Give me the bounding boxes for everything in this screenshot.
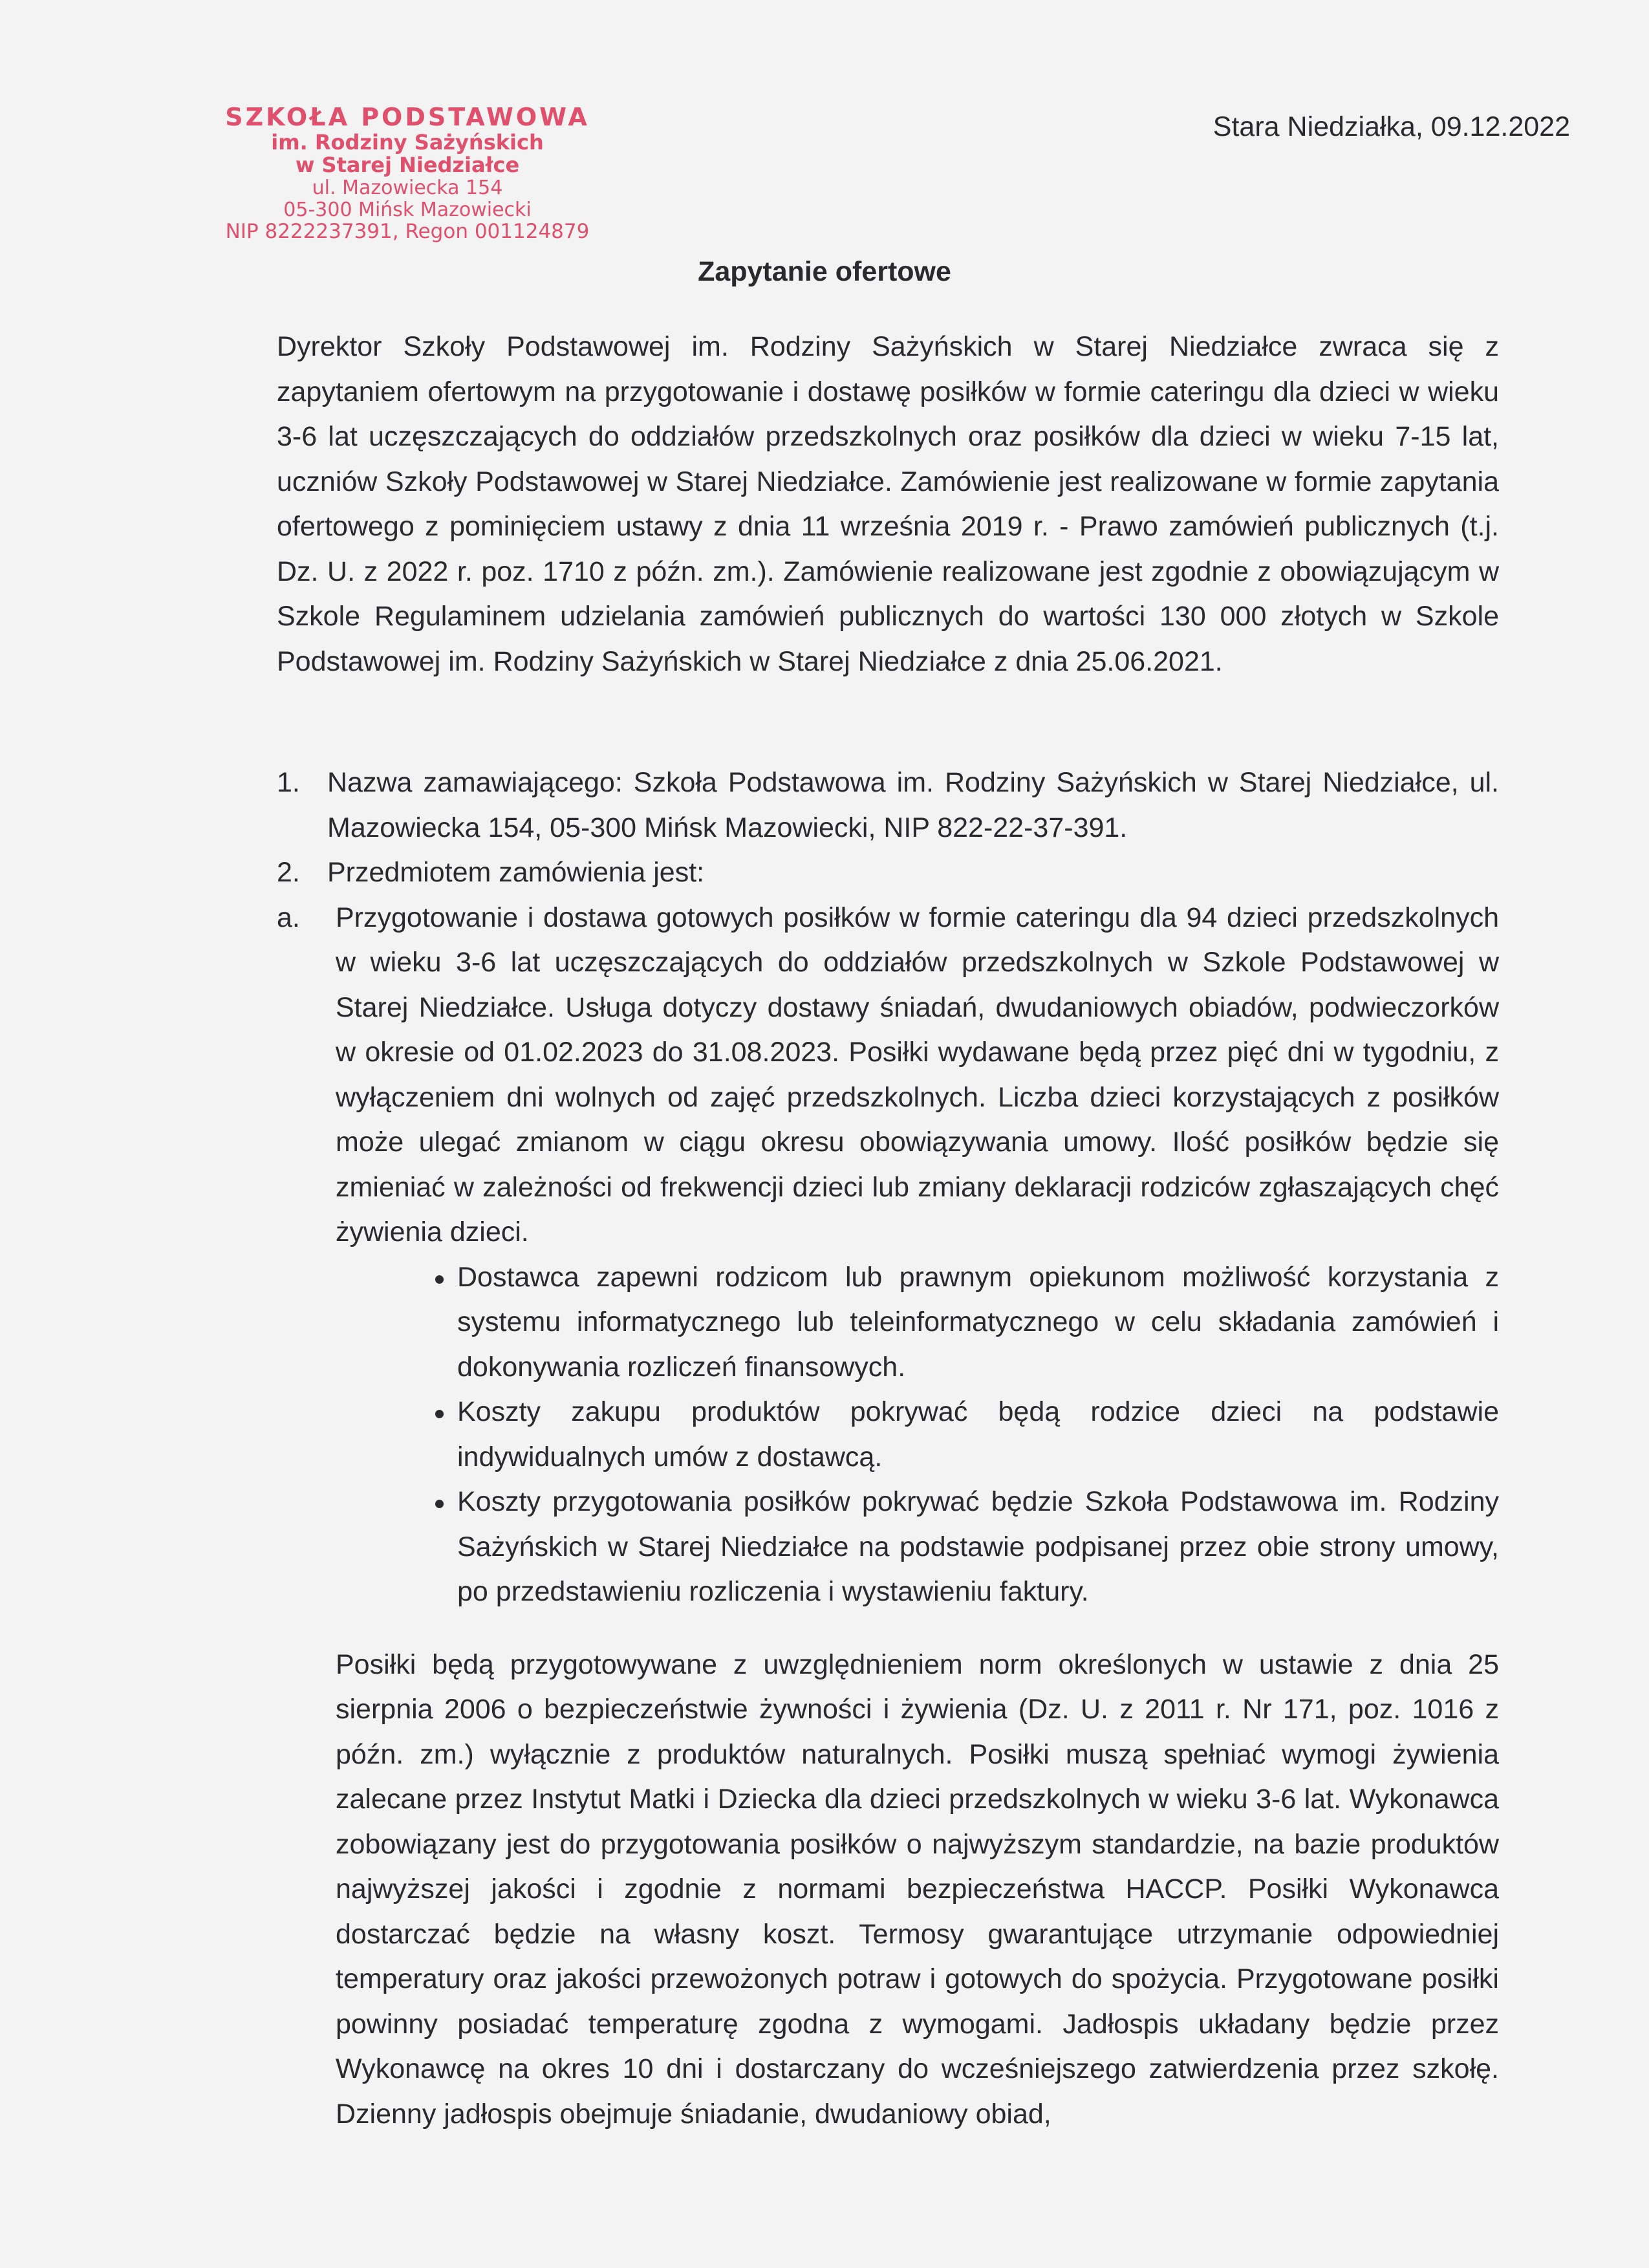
sub-list-item xyxy=(277,896,1499,1255)
stamp-line-patron: im. Rodziny Sażyńskich xyxy=(271,129,544,155)
list-item xyxy=(277,761,1499,850)
bullet-item: Koszty zakupu produktów pokrywać będą rodzice dzieci na podstawie indywidualnych umów z dostawcą. xyxy=(434,1390,1499,1480)
list-item-text: Przedmiotem zamówienia jest: xyxy=(327,857,705,888)
list-item-text: Nazwa zamawiającego: Szkoła Podstawowa im. Rodziny Sażyńskich w Starej Niedziałce, ul. Mazowiecka 154, 05-300 Mińsk Mazowiecki, NIP 822-22-37-391. xyxy=(327,767,1499,843)
bullet-list xyxy=(434,1255,1499,1615)
document-title: Zapytanie ofertowe xyxy=(698,256,951,287)
requirements-paragraph: Posiłki będą przygotowywane z uwzględnieniem norm określonych w ustawie z dnia 25 sierpnia 2006 o bezpieczeństwie żywności i żywienia (Dz. U. z 2011 r. Nr 171, poz. 1016 z późn. zm.) wyłącznie z produktów naturalnych. Posiłki muszą spełniać wymogi żywienia zalecane przez Instytut Matki i Dziecka dla dzieci przedszkolnych w wieku 3-6 lat. Wykonawca zobowiązany jest do przygotowania posiłków o najwyższym standardzie, na bazie produktów najwyższej jakości i zgodnie z normami bezpieczeństwa HACCP. Posiłki Wykonawca dostarczać będzie na własny koszt. Termosy gwarantujące utrzymanie odpowiedniej temperatury oraz jakości przewożonych potraw i gotowych do spożycia. Przygotowane posiłki powinny posiadać temperaturę zgodna z wymogami. Jadłospis układany będzie przez Wykonawcę na okres 10 dni i dostarczany do wcześniejszego zatwierdzenia przez szkołę. Dzienny jadłospis obejmuje śniadanie, dwudaniowy obiad, xyxy=(336,1648,1499,2130)
stamp-line-city: 05-300 Mińsk Mazowiecki xyxy=(283,198,532,221)
numbered-list xyxy=(277,761,1499,2137)
list-item-number: 2. xyxy=(277,857,300,888)
list-item-number: 1. xyxy=(277,767,300,798)
list-item xyxy=(277,850,1499,896)
stamp-line-school: SZKOŁA PODSTAWOWA xyxy=(225,103,590,131)
place-and-date: Stara Niedziałka, 09.12.2022 xyxy=(1212,111,1570,142)
sub-list-text: Przygotowanie i dostawa gotowych posiłków w formie cateringu dla 94 dzieci przedszkolnych w wieku 3-6 lat uczęszczających do oddziałów przedszkolnych w Szkole Podstawowej w Starej Niedziałce. Usługa dotyczy dostawy śniadań, dwudaniowych obiadów, podwieczorków w okresie od 01.02.2023 do 31.08.2023. Posiłki wydawane będą przez pięć dni w tygodniu, z wyłączeniem dni wolnych od zajęć przedszkolnych. Liczba dzieci korzystających z posiłków może ulegać zmianom w ciągu okresu obowiązywania umowy. Ilość posiłków będzie się zmieniać w zależności od frekwencji dzieci lub zmiany deklaracji rodziców zgłaszających chęć żywienia dzieci. xyxy=(336,902,1499,1247)
bullet-item: Dostawca zapewni rodzicom lub prawnym opiekunom możliwość korzystania z systemu informatycznego lub teleinformatycznego w celu składania zamówień i dokonywania rozliczeń finansowych. xyxy=(434,1255,1499,1390)
sub-list-letter: a. xyxy=(277,902,300,933)
stamp-line-location: w Starej Niedziałce xyxy=(295,153,520,178)
stamp-line-street: ul. Mazowiecka 154 xyxy=(312,177,503,200)
stamp-line-nip-regon: NIP 8222237391, Regon 001124879 xyxy=(225,220,590,244)
intro-paragraph: Dyrektor Szkoły Podstawowej im. Rodziny Sażyńskich w Starej Niedziałce zwraca się z zapytaniem ofertowym na przygotowanie i dostawę posiłków w formie cateringu dla dzieci w wieku 3-6 lat uczęszczających do oddziałów przedszkolnych oraz posiłków dla dzieci w wieku 7-15 lat, uczniów Szkoły Podstawowej w Starej Niedziałce. Zamówienie jest realizowane w formie zapytania ofertowego z pominięciem ustawy z dnia 11 września 2019 r. - Prawo zamówień publicznych (t.j. Dz. U. z 2022 r. poz. 1710 z późn. zm.). Zamówienie realizowane jest zgodnie z obowiązującym w Szkole Regulaminem udzielania zamówień publicznych do wartości 130 000 złotych w Szkole Podstawowej im. Rodziny Sażyńskich w Starej Niedziałce z dnia 25.06.2021. xyxy=(277,331,1499,677)
bullet-item: Koszty przygotowania posiłków pokrywać będzie Szkoła Podstawowa im. Rodziny Sażyńskich w Starej Niedziałce na podstawie podpisanej przez obie strony umowy, po przedstawieniu rozliczenia i wystawieniu faktury. xyxy=(434,1480,1499,1615)
school-stamp xyxy=(194,103,621,243)
